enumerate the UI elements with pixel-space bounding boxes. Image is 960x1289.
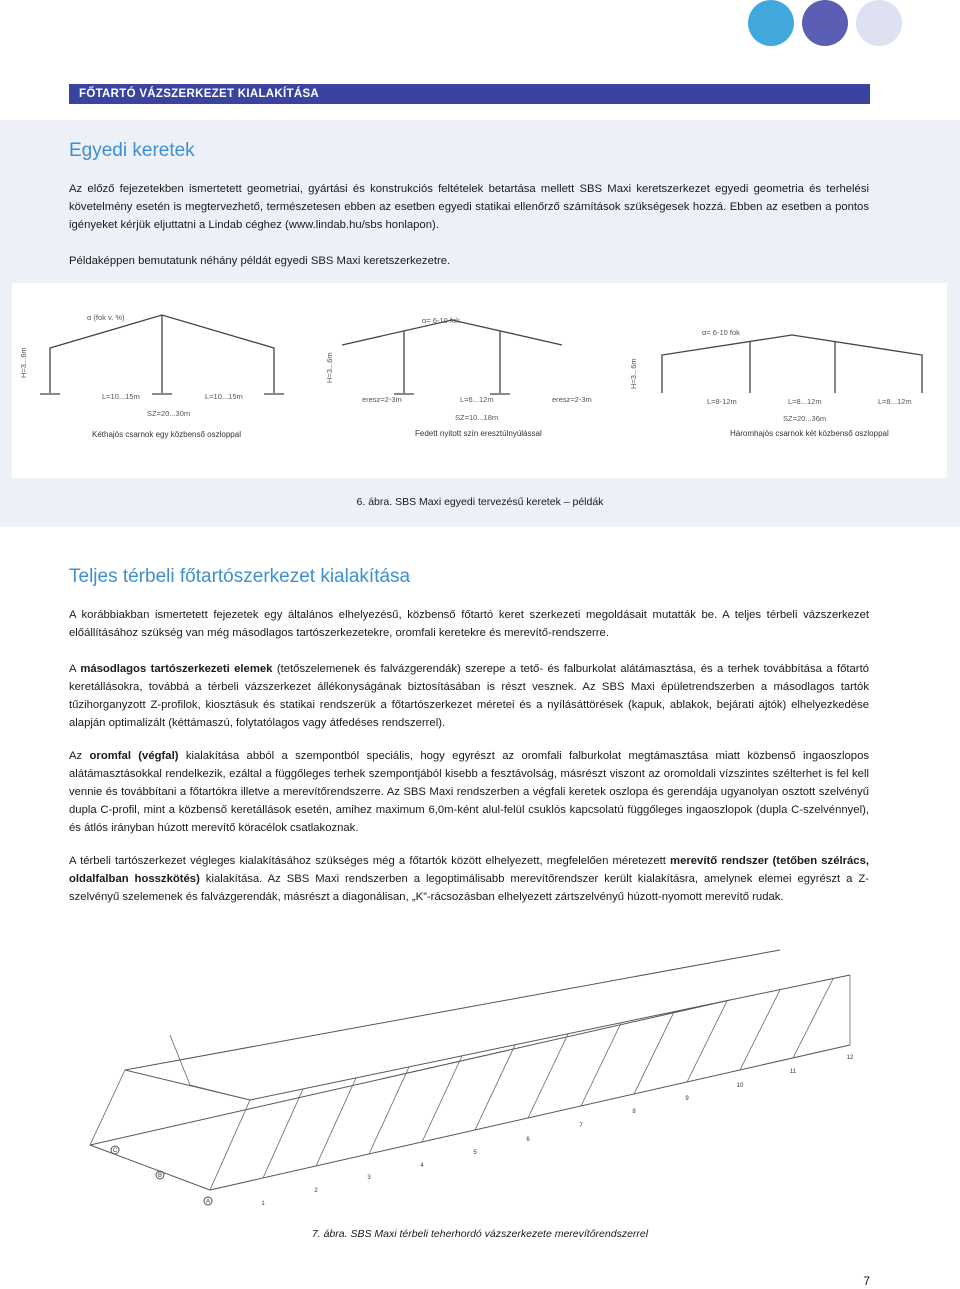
frame-examples-figure [12, 283, 947, 478]
axis-label-12: 12 [846, 1055, 854, 1061]
heading-teljes-terbeli: Teljes térbeli főtartószerkezet kialakítása [69, 566, 411, 587]
paragraph-gable-wall: Az oromfal (végfal) kialakítása abból a szempontból speciális, hogy egyrészt az oromfali falburkolat megtámasztása miatt közbenső ingaoszlopos alátámasztásokkal rendelkezik, ezáltal a függőleges terhek szempontjából kisebb a fesztávolság, másrészt viszont az oromoldali vízszintes szélterhet is fel kell vennie és továbbítani a főtartókra illetve a merevítőrendszerre. Az SBS Maxi rendszerben a végfali keretek oszlopa és gerendája ugyanolyan osztott szelvényű dupla C-profil, mint a közbenső keretállások esetén, amihez maximum 6,0m-ként alul-felül csuklós kapcsolatú függőleges ingaoszlopok (dupla C-szelvénnyel), és átlós irányban húzott merevítő köracélok csatlakoznak. [69, 750, 869, 834]
axis-label-6: 6 [526, 1137, 530, 1143]
axis-label-8: 8 [632, 1109, 636, 1115]
figure6-caption: 6. ábra. SBS Maxi egyedi tervezésű keretek – példák [356, 496, 604, 508]
frame3-title: Háromhajós csarnok két közbenső oszloppal [730, 429, 889, 438]
axis-label-2: 2 [314, 1188, 318, 1194]
axis-label-4: 4 [420, 1163, 424, 1169]
section-header-bar: FŐTARTÓ VÁZSZERKEZET KIALAKÍTÁSA [69, 84, 870, 104]
bold-bracing-system: merevítő rendszer (tetőben szélrács, oldalfalban hosszkötés) [69, 855, 870, 885]
axis-label-11: 11 [789, 1069, 797, 1075]
frame3-height-label: H=3...6m [629, 358, 638, 389]
frame1-angle-label: α (fok v. %) [87, 313, 125, 322]
example-intro: Példaképpen bemutatunk néhány példát egyedi SBS Maxi keretszerkezetre. [69, 255, 451, 267]
decorative-circles [748, 0, 902, 46]
frame-diagrams [12, 283, 947, 478]
axis-label-A: A [205, 1199, 211, 1205]
page-number: 7 [863, 1274, 870, 1288]
frame1-height-label: H=3...6m [19, 347, 28, 378]
axis-label-B: B [157, 1173, 163, 1179]
frame2-height-label: H=3...6m [325, 352, 334, 383]
frame2-title: Fedett nyitott szín eresztúlnyúlással [415, 429, 542, 438]
axis-label-1: 1 [261, 1201, 265, 1207]
figure7-caption: 7. ábra. SBS Maxi térbeli teherhordó vázszerkezete merevítőrendszerrel [311, 1228, 649, 1240]
frame2-span-label: L=6...12m [460, 395, 494, 404]
axis-label-9: 9 [685, 1096, 689, 1102]
frame1-title: Kéthajós csarnok egy közbenső oszloppal [92, 430, 241, 439]
axis-label-3: 3 [367, 1175, 371, 1181]
axis-label-10: 10 [736, 1083, 744, 1089]
frame2-left-eave-label: eresz=2-3m [362, 395, 402, 404]
circle-blue [748, 0, 794, 46]
frame3-angle-label: α= 6-10 fok [702, 328, 740, 337]
bold-gable-wall: oromfal (végfal) [89, 750, 179, 762]
paragraph-bracing: A térbeli tartószerkezet végleges kialakításához szükséges még a főtartók között elhelyezett, megfelelően méretezett merevítő rendszer (tetőben szélrács, oldalfalban hosszkötés) kialakítása. Az SBS Maxi rendszerben a legoptimálisabb merevítőrendszer került kialakításra, amelynek elemei egyrészt a Z-szelvényű szelemenek és falvázgerendák, másrészt a diagonálisan, „K”-rácsozásban elhelyezett zártszelvényű húzott-nyomott merevítő rudak. [69, 855, 870, 903]
frame2-total-label: SZ=10...18m [455, 413, 499, 422]
frame1-span2-label: L=10...15m [205, 392, 243, 401]
bold-secondary-elements: másodlagos tartószerkezeti elemek [80, 663, 273, 675]
circle-lavender [856, 0, 902, 46]
axis-label-7: 7 [579, 1123, 583, 1129]
paragraph-secondary-elements: A másodlagos tartószerkezeti elemek (tetőszelemenek és falvázgerendák) szerepe a tető- és falburkolat alátámasztása, és a terhek továbbítása a főtartó keretállásokra, továbbá a térbeli vázszerkezet állékonyságának biztosításában is részt vesznek. Az SBS Maxi épületrendszerben a másodlagos tartók tűzihorganyzott Z-profilok, kiosztásuk és statikai rendszerük a főtartószerkezet méretei és a nyílásáttörések (kapuk, ablakok, bejárati ajtók) elhelyezkedése alapján optimalizált (kéttámaszú, folytatólagos vagy átfedéses rendszerrel). [69, 663, 869, 729]
intro-paragraph: Az előző fejezetekben ismertetett geometriai, gyártási és konstrukciós feltételek betartása mellett SBS Maxi keretszerkezet egyedi geometria és terhelési követelmény esetén is megtervezhető, természetesen ebben az esetben egyedi statikai ellenőrző számítások szükségesek hozzá. Ebben az esetben a pontos igényeket kérjük eljuttatni a Lindab céghez (www.lindab.hu/sbs honlapon). [69, 183, 869, 231]
axis-label-5: 5 [473, 1150, 477, 1156]
3d-frame-drawing [50, 935, 910, 1220]
heading-egyedi-keretek: Egyedi keretek [69, 140, 195, 161]
frame1-span1-label: L=10...15m [102, 392, 140, 401]
frame1-total-label: SZ=20...30m [147, 409, 191, 418]
frame3-span1-label: L=8-12m [707, 397, 737, 406]
frame3-span3-label: L=8...12m [878, 397, 912, 406]
frame3-span2-label: L=8...12m [788, 397, 822, 406]
paragraph-general: A korábbiakban ismertetett fejezetek egy általános elhelyezésű, közbenső főtartó keret szerkezeti megoldásait mutatták be. A teljes térbeli vázszerkezet előállításához szükség van még másodlagos tartószerkezetekre, oromfali keretekre és merevítő-rendszerre. [69, 609, 869, 639]
frame2-angle-label: α= 6-10 fok [422, 316, 460, 325]
circle-indigo [802, 0, 848, 46]
axis-label-C: C [112, 1148, 118, 1154]
3d-frame-figure [50, 935, 910, 1220]
frame3-total-label: SZ=20...36m [783, 414, 827, 423]
frame2-right-eave-label: eresz=2-3m [552, 395, 592, 404]
